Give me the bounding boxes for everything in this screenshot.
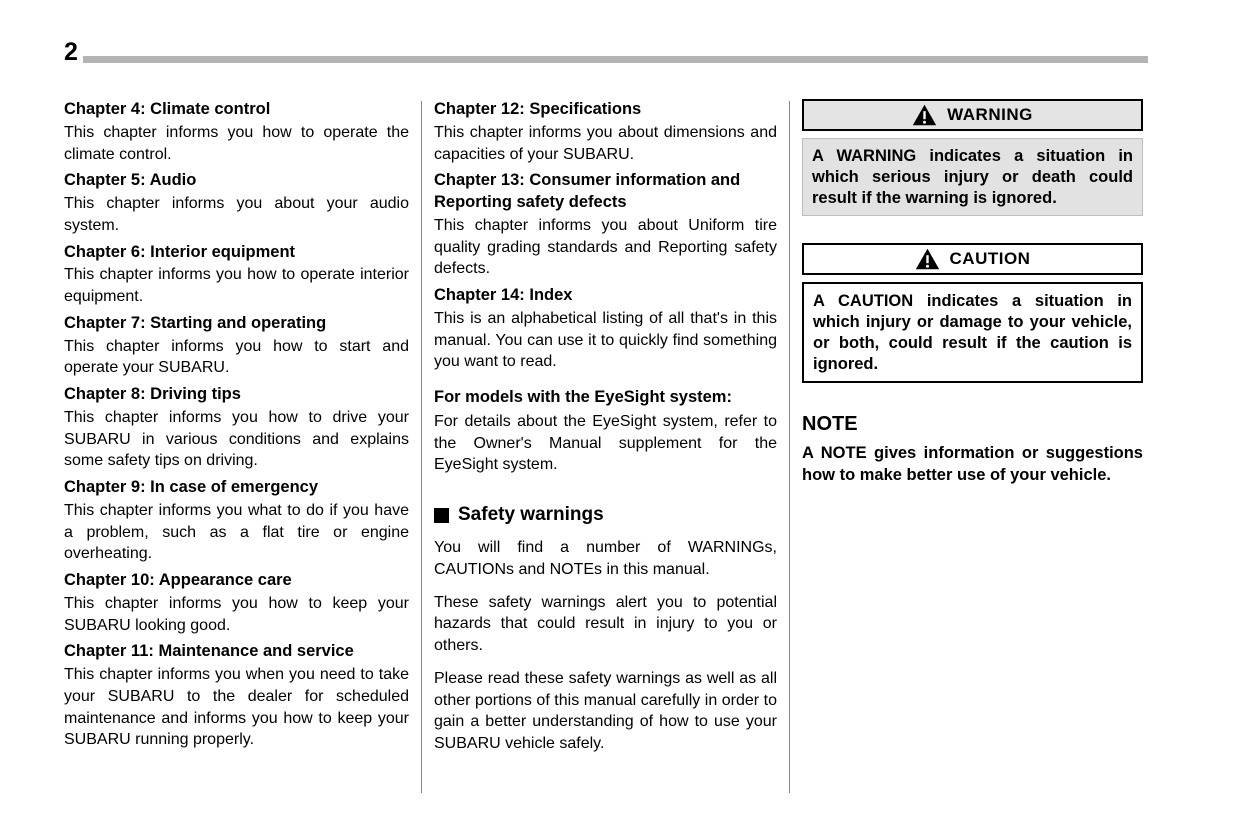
caution-box [802,243,1143,383]
section-square-icon [434,508,449,523]
note-title: NOTE [802,413,858,436]
chapter-heading: Chapter 14: Index [434,286,573,305]
chapter-heading: Chapter 6: Interior equipment [64,242,296,261]
warning-box [802,99,1143,216]
safety-warnings-section [434,504,777,755]
caution-triangle-icon [915,248,940,270]
chapter-entry [64,313,409,379]
column-divider [421,101,422,793]
warning-header [802,99,1143,131]
chapter-description: This chapter informs you how to keep your SUBARU looking good. [64,594,409,634]
chapter-entry [64,570,409,636]
chapter-entry [434,170,777,280]
safety-warnings-heading [434,504,777,526]
column-left [64,99,409,793]
column-divider [789,101,790,793]
caution-header [802,243,1143,275]
chapter-heading: Chapter 13: Consumer information and Reporting safety defects [434,171,741,212]
chapter-entry [64,384,409,472]
note-section [802,413,1143,486]
chapter-description: This chapter informs you about Uniform tire quality grading standards and Reporting safety defects. [434,216,777,278]
warning-triangle-icon [912,104,937,126]
eyesight-note [434,387,777,476]
chapter-description: This chapter informs you what to do if you have a problem, such as a flat tire or engine overheating. [64,501,409,563]
header-rule [83,56,1148,63]
chapter-heading: Chapter 10: Appearance care [64,571,292,590]
manual-page-content [0,99,1241,793]
note-body: A NOTE gives information or suggestions how to make better use of your vehicle. [802,444,1143,484]
chapter-entry [434,285,777,373]
chapter-description: This chapter informs you how to start and operate your SUBARU. [64,337,409,377]
column-middle [434,99,777,793]
safety-paragraph: These safety warnings alert you to potential hazards that could result in injury to you or others. [434,593,777,655]
chapter-description: This chapter informs you about your audio system. [64,195,409,234]
safety-paragraph: You will find a number of WARNINGs, CAUTIONs and NOTEs in this manual. [434,539,777,578]
chapter-heading: Chapter 5: Audio [64,171,197,190]
chapter-heading: Chapter 4: Climate control [64,100,271,118]
chapter-description: This is an alphabetical listing of all that's in this manual. You can use it to quickly find something you want to read. [434,309,777,371]
caution-body: A CAUTION indicates a situation in which injury or damage to your vehicle, or both, could result if the caution is ignored. [802,282,1143,383]
eyesight-description: For details about the EyeSight system, refer to the Owner's Manual supplement for the EyeSight system. [434,412,777,474]
chapter-heading: Chapter 11: Maintenance and service [64,642,354,661]
caution-title: CAUTION [949,249,1031,269]
chapter-heading: Chapter 7: Starting and operating [64,313,327,332]
safety-paragraph: Please read these safety warnings as well as all other portions of this manual carefully in order to gain a better understanding of how to use your SUBARU vehicle safely. [434,669,777,753]
chapter-heading: Chapter 12: Specifications [434,100,642,118]
chapter-description: This chapter informs you about dimensions and capacities of your SUBARU. [434,123,777,163]
warning-body: A WARNING indicates a situation in which serious injury or death could result if the warning is ignored. [802,138,1143,216]
chapter-heading: Chapter 8: Driving tips [64,385,241,404]
page-number: 2 [64,38,78,66]
chapter-description: This chapter informs you when you need to take your SUBARU to the dealer for scheduled maintenance and informs you how to keep your SUBARU running properly. [64,666,409,749]
chapter-entry [64,641,409,751]
chapter-entry [64,170,409,236]
chapter-entry [64,477,409,565]
chapter-description: This chapter informs you how to drive your SUBARU in various conditions and explains some safety tips on driving. [64,408,409,470]
chapter-description: This chapter informs you how to operate the climate control. [64,123,409,163]
column-right [802,99,1143,793]
safety-warnings-title: Safety warnings [458,504,604,526]
chapter-entry [64,99,409,165]
eyesight-heading: For models with the EyeSight system: [434,388,732,407]
warning-title: WARNING [947,105,1033,124]
chapter-description: This chapter informs you how to operate interior equipment. [64,266,409,306]
chapter-entry [64,242,409,308]
chapter-heading: Chapter 9: In case of emergency [64,478,319,497]
page-header [0,0,1241,65]
chapter-entry [434,99,777,165]
